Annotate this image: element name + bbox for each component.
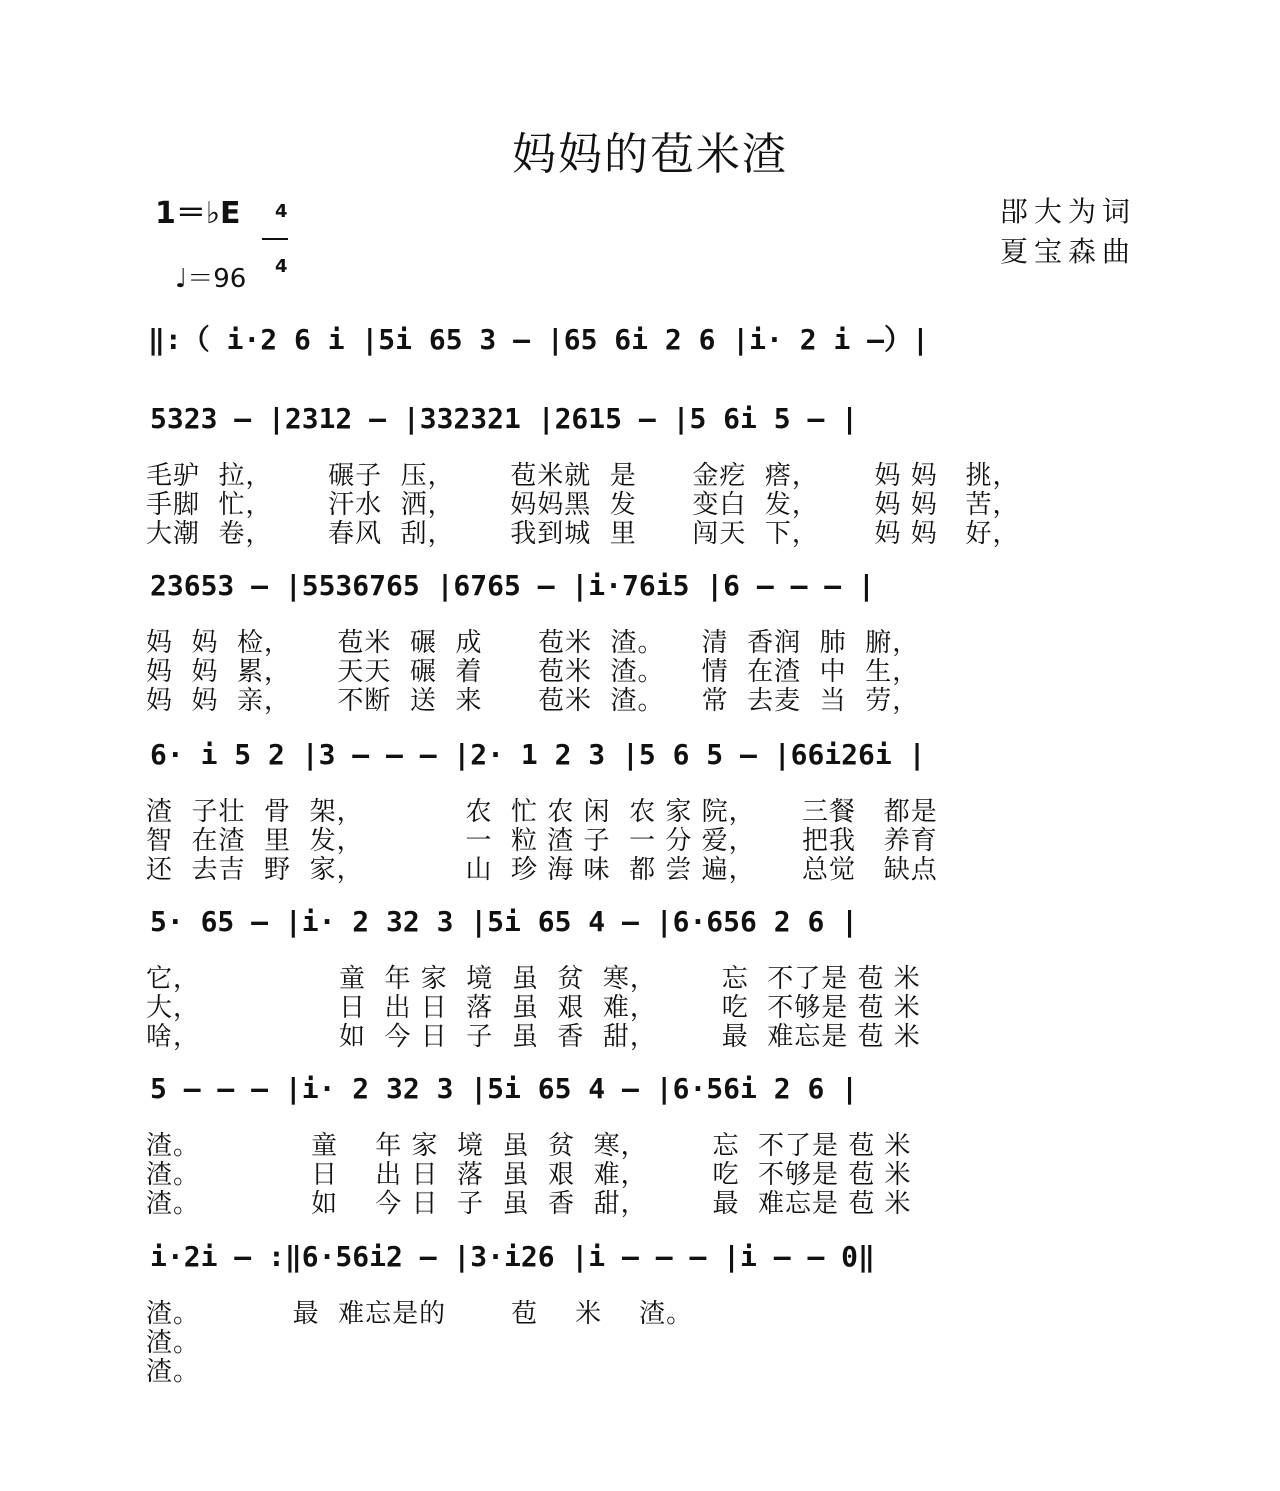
key-signature: 1＝♭E — [155, 196, 241, 231]
system-6-notes: 5 – – – |i· 2 32 3 |5i 65 4 – |6·56i 2 6 | — [150, 1072, 859, 1105]
system-5-lyric-verse-3: 啥， 如 今 日 子 虽 香 甜， 最 难忘是 苞 米 — [146, 1022, 921, 1052]
system-6-lyric-verse-3: 渣。 如 今 日 子 虽 香 甜， 最 难忘是 苞 米 — [146, 1189, 912, 1219]
system-5-lyric-verse-1: 它， 童 年 家 境 虽 贫 寒， 忘 不了是 苞 米 — [146, 964, 921, 994]
system-3-notes: 23653 – |5536765 |6765 – |i·76i5 |6 – – – | — [150, 569, 875, 602]
system-1-notes: ‖:（ i·2 6 i |5i 65 3 – |65 6i 2 6 |i· 2 i –）| — [148, 323, 929, 356]
system-4-lyric-verse-3: 还 去吉 野 家， 山 珍 海 味 都 尝 遍， 总觉 缺点 — [146, 855, 938, 885]
system-5-lyric-verse-2: 大， 日 出 日 落 虽 艰 难， 吃 不够是 苞 米 — [146, 993, 921, 1023]
system-2-lyric-verse-2: 手脚 忙， 汗水 洒， 妈妈黑 发 变白 发， 妈 妈 苦， — [146, 490, 1020, 520]
system-2-notes: 5323 – |2312 – |332321 |2615 – |5 6i 5 – | — [150, 402, 859, 435]
composer-credit: 夏宝森曲 — [1000, 235, 1137, 268]
system-7-lyric-verse-3: 渣。 — [146, 1357, 201, 1387]
system-6-lyric-verse-1: 渣。 童 年 家 境 虽 贫 寒， 忘 不了是 苞 米 — [146, 1131, 912, 1161]
time-signature-denominator: 4 — [275, 256, 288, 277]
system-7-lyric-verse-1: 渣。 最 难忘是的 苞 米 渣。 — [146, 1299, 694, 1329]
system-3-lyric-verse-1: 妈 妈 检， 苞米 碾 成 苞米 渣。 清 香润 肺 腑， — [146, 628, 920, 658]
system-3-lyric-verse-3: 妈 妈 亲， 不断 送 来 苞米 渣。 常 去麦 当 劳， — [146, 686, 920, 716]
system-6-lyric-verse-2: 渣。 日 出 日 落 虽 艰 难， 吃 不够是 苞 米 — [146, 1160, 912, 1190]
system-4-lyric-verse-2: 智 在渣 里 发， 一 粒 渣 子 一 分 爱， 把我 养育 — [146, 826, 938, 856]
time-signature — [262, 186, 288, 275]
system-2-lyric-verse-1: 毛驴 拉， 碾子 压， 苞米就 是 金疙 瘩， 妈 妈 挑， — [146, 461, 1020, 491]
system-2-lyric-verse-3: 大潮 卷， 春风 刮， 我到城 里 闯天 下， 妈 妈 好， — [146, 519, 1020, 549]
time-signature-numerator: 4 — [275, 201, 288, 222]
system-4-notes: 6· i 5 2 |3 – – – |2· 1 2 3 |5 6 5 – |66i26i | — [150, 738, 926, 771]
system-7-notes: i·2i – :‖6·56i2 – |3·i26 |i – – – |i – – 0‖ — [150, 1240, 875, 1273]
system-7-lyric-verse-2: 渣。 — [146, 1328, 201, 1358]
time-signature-bar — [262, 238, 288, 240]
lyricist-credit: 郘大为词 — [1000, 195, 1137, 228]
system-4-lyric-verse-1: 渣 子壮 骨 架， 农 忙 农 闲 农 家 院， 三餐 都是 — [146, 797, 938, 827]
system-5-notes: 5· 65 – |i· 2 32 3 |5i 65 4 – |6·656 2 6 | — [150, 905, 859, 938]
system-3-lyric-verse-2: 妈 妈 累， 天天 碾 着 苞米 渣。 情 在渣 中 生， — [146, 657, 920, 687]
tempo-marking: ♩＝96 — [175, 264, 247, 294]
song-title: 妈妈的苞米渣 — [512, 129, 788, 180]
